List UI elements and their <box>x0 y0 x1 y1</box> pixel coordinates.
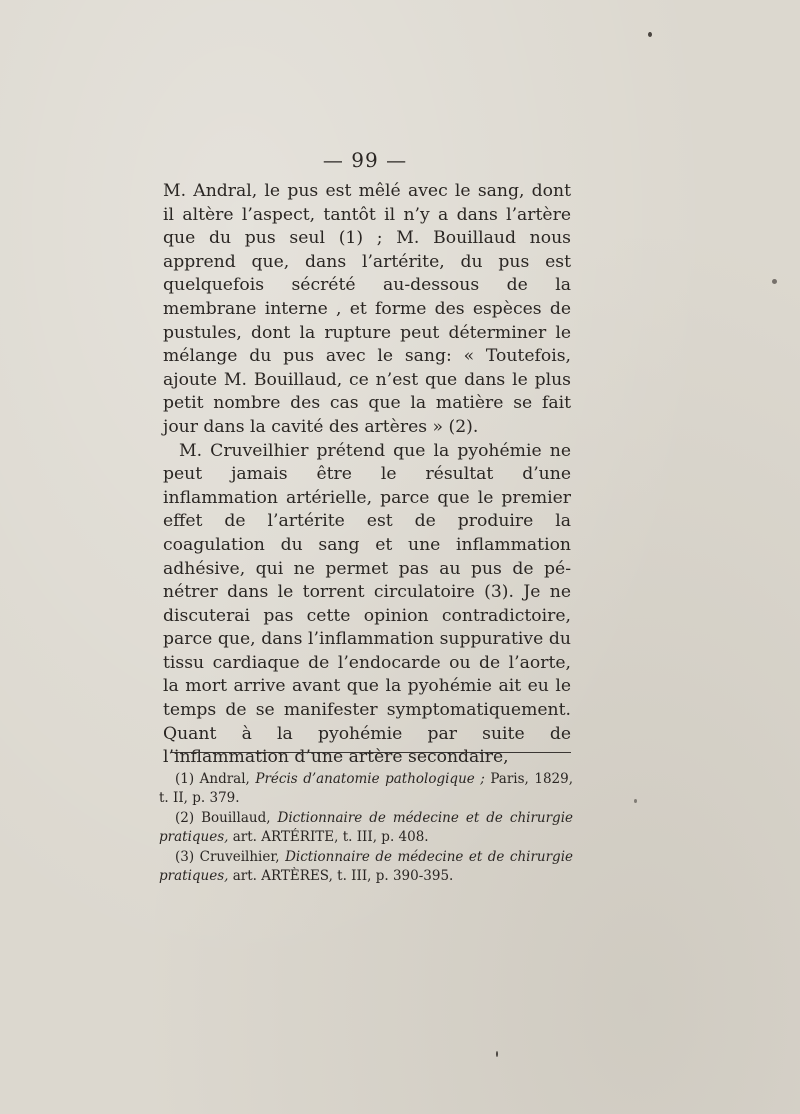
footnote-3-rest: art. ARTÈRES, t. III, p. 390-395. <box>232 868 454 884</box>
footnote-2-rest: art. ARTÉRITE, t. III, p. 408. <box>232 829 429 845</box>
paper-speck <box>496 1051 498 1057</box>
paper-speck <box>648 32 652 37</box>
paper-speck <box>772 279 777 284</box>
footnote-1-author: Andral, <box>199 771 250 787</box>
paper-speck <box>634 799 637 803</box>
footnote-rule <box>171 752 571 753</box>
footnote-1-mark: (1) <box>175 771 195 787</box>
paragraph-2: M. Cruveilhier prétend que la pyohémie ne peut jamais être le résultat d’une inflammation artérielle, parce que le premier effet de l’artérite est de produire la coagulation du sang et une inflammation adhésive, qui ne permet pas au pus de pénétrer dans le torrent circulatoire (3). Je ne discuterai pas cette opinion contradictoire, parce que, dans l’inflammation suppurative du tissu cardiaque de l’endocarde ou de l’aorte, la mort arrive avant que la pyohémie ait eu le temps de se manifester symptomatiquement. Quant à la pyohémie par suite de l’inflammation d’une artère secondaire, <box>163 440 571 768</box>
body-text <box>163 180 571 770</box>
footnote-1 <box>159 770 573 808</box>
footnote-1-title: Précis d’anatomie pathologique ; <box>255 771 485 787</box>
footnote-2-title: Dictionnaire de médecine et de chirurgie pratiques, <box>159 810 574 845</box>
footnote-3-title: Dictionnaire de médecine et de chirurgie pratiques, <box>159 849 574 884</box>
footnote-2 <box>159 809 573 847</box>
footnote-1-rest: Paris, 1829, t. II, p. 379. <box>159 771 573 806</box>
page-number: — 99 — <box>322 148 408 172</box>
footnote-2-mark: (2) <box>175 810 195 826</box>
footnote-3-author: Cruveilhier, <box>199 849 280 865</box>
footnote-2-author: Bouillaud, <box>201 810 271 826</box>
footnote-3 <box>159 848 573 886</box>
footnotes <box>159 770 573 887</box>
paragraph-1: M. Andral, le pus est mêlé avec le sang, dont il altère l’aspect, tantôt il n’y a dans l’artère que du pus seul (1) ; M. Bouillaud nous apprend que, dans l’artérite, du pus est quelquefois sécrété au-dessous de la membrane interne , et forme des espèces de pustules, dont la rupture peut déterminer le mélange du pus avec le sang: « Toutefois, ajoute M. Bouillaud, ce n’est que dans le plus petit nombre des cas que la matière se fait jour dans la cavité des artères » (2). <box>163 181 571 437</box>
footnote-3-mark: (3) <box>175 849 195 865</box>
